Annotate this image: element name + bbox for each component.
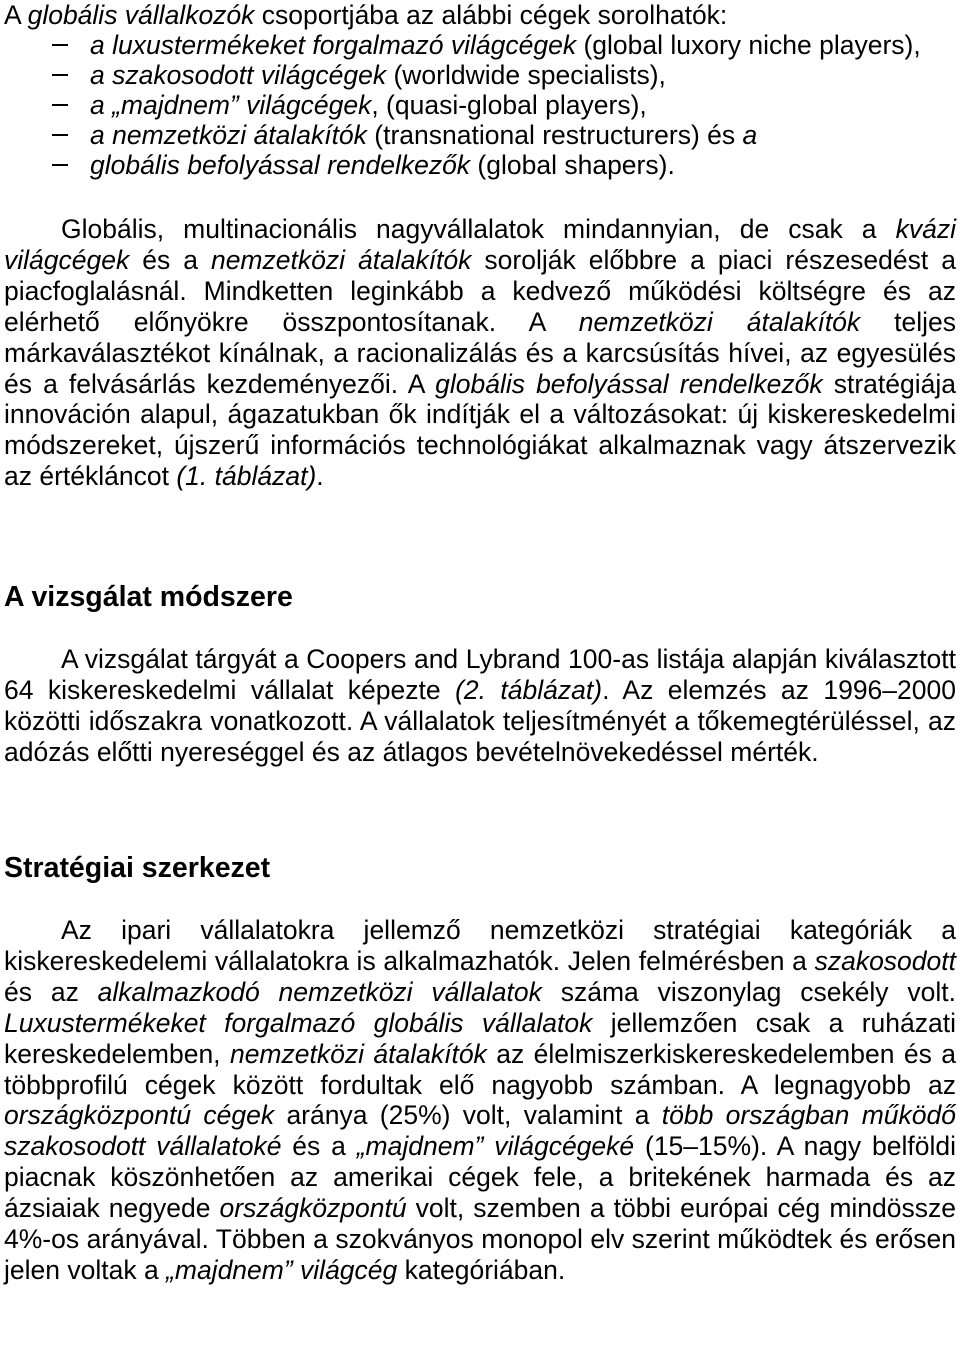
list-item: a szakosodott világcégek (worldwide specialists), xyxy=(52,60,956,90)
intro-text: A xyxy=(4,0,28,30)
dash-bullet-icon xyxy=(52,164,68,166)
section-heading: Stratégiai szerkezet xyxy=(4,852,271,884)
paragraph-method: A vizsgálat tárgyát a Coopers and Lybrand 100-as listája alapján kiválasztott 64 kiskereskedelmi vállalat képezte (2. táblázat). Az elemzés az 1996–2000 közötti időszakra vonatkozott. A vállalatok teljesítményét a tőkemegtérüléssel, az adózás előtti nyereséggel és az átlagos bevételnövekedéssel mérték. xyxy=(4,644,956,767)
intro-text: csoportjába az alábbi cégek sorolhatók: xyxy=(254,0,728,30)
dash-bullet-icon xyxy=(52,134,68,136)
dash-bullet-icon xyxy=(52,104,68,106)
list-item: a „majdnem” világcégek, (quasi-global players), xyxy=(52,90,956,120)
dash-bullet-icon xyxy=(52,74,68,76)
paragraph-global-companies: Globális, multinacionális nagyvállalatok mindannyian, de csak a kvázi világcégek és a nemzetközi átalakítók sorolják előbbre a piaci részesedést a piacfoglalásnál. Mindketten leginkább a kedvező működési költségre és az elérhető előnyökre összpontosítanak. A nemzetközi átalakítók teljes márkaválasztékot kínálnak, a racionalizálás és a karcsúsítás hívei, az egyesülés és a felvásárlás kezdeményezői. A globális befolyással rendelkezők stratégiája innováción alapul, ágazatukban ők indítják el a változásokat: új kiskereskedelmi módszereket, újszerű információs technológiákat alkalmaznak vagy átszervezik az értékláncot (1. táblázat). xyxy=(4,214,956,492)
paragraph-strategy: Az ipari vállalatokra jellemző nemzetközi stratégiai kategóriák a kiskereskedelemi vállalatokra is alkalmazhatók. Jelen felmérésben a szakosodott és az alkalmazkodó nemzetközi vállalatok száma viszonylag csekély volt. Luxustermékeket forgalmazó globális vállalatok jellemzően csak a ruházati kereskedelemben, nemzetközi átalakítók az élelmiszerkiskereskedelemben és a többprofilú cégek között fordultak elő nagyobb számban. A legnagyobb az országközpontú cégek aránya (25%) volt, valamint a több országban működő szakosodott vállalatoké és a „majdnem” világcégeké (15–15%). A nagy belföldi piacnak köszönhetően az amerikai cégek fele, a britekének harmada és az ázsiaiak negyede országközpontú volt, szemben a többi európai cég mindössze 4%-os arányával. Többen a szokványos monopol elv szerint működtek és erősen jelen voltak a „majdnem” világcég kategóriában. xyxy=(4,915,957,1285)
list-item: a nemzetközi átalakítók (transnational restructurers) és a xyxy=(52,120,956,150)
list-item: globális befolyással rendelkezők (global shapers). xyxy=(52,150,956,180)
section-heading: A vizsgálat módszere xyxy=(4,581,293,613)
intro-line xyxy=(4,0,956,30)
list-item: a luxustermékeket forgalmazó világcégek (global luxory niche players), xyxy=(52,30,956,60)
category-list xyxy=(52,30,956,180)
intro-italic: globális vállalkozók xyxy=(27,0,255,30)
dash-bullet-icon xyxy=(52,44,68,46)
